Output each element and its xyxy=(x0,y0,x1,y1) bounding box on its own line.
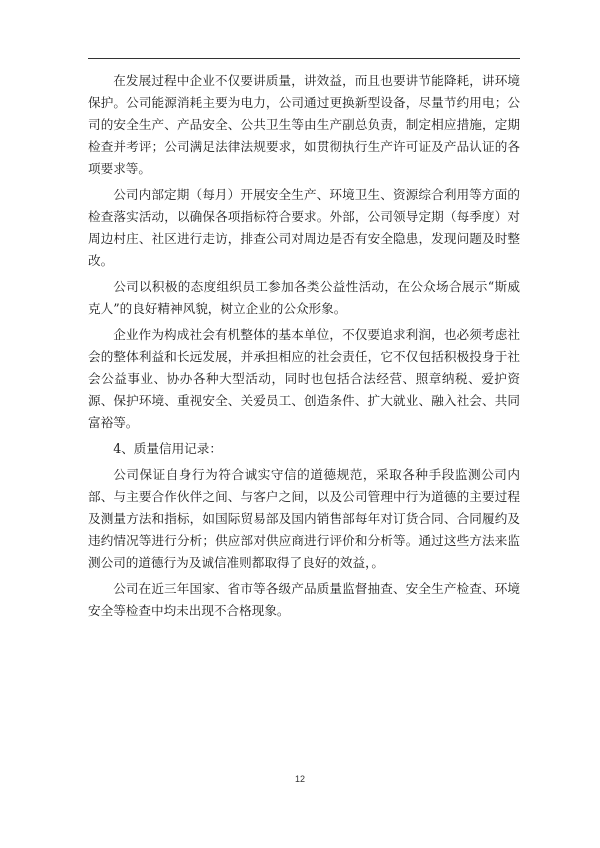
page-number: 12 xyxy=(294,774,305,784)
paragraph-inspection-results: 公司在近三年国家、省市等各级产品质量监督抽查、安全生产检查、环境安全等检查中均未出现不合格现象。 xyxy=(88,581,520,618)
section-heading-quality-credit: 4、质量信用记录： xyxy=(113,441,222,456)
paragraph-social-responsibility: 企业作为构成社会有机整体的基本单位，不仅要追求利润，也必须考虑社会的整体利益和长远发展，并承担相应的社会责任，它不仅包括积极投身于社会公益事业、协办各种大型活动，同时也包括合法经营、照章纳税、爱护资源、保护环境、重视安全、关爱员工、创造条件、扩大就业、融入社会、共同富裕等。 xyxy=(88,327,520,430)
paragraph-energy-environment: 在发展过程中企业不仅要讲质量，讲效益，而且也要讲节能降耗，讲环境保护。公司能源消耗主要为电力，公司通过更换新型设备，尽量节约用电；公司的安全生产、产品安全、公共卫生等由生产副总负责，制定相应措施，定期检查并考评；公司满足法律法规要求，如贯彻执行生产许可证及产品认证的各项要求等。 xyxy=(88,73,520,176)
page-body xyxy=(88,70,520,626)
header-rule xyxy=(88,58,520,59)
paragraph-integrity: 公司保证自身行为符合诚实守信的道德规范，采取各种手段监测公司内部、与主要合作伙伴之间、与客户之间，以及公司管理中行为道德的主要过程及测量方法和指标，如国际贸易部及国内销售部每年对订货合同、合同履约及违约情况等进行分析；供应部对供应商进行评价和分析等。通过这些方法来监测公司的道德行为及诚信准则都取得了良好的效益，。 xyxy=(88,467,520,570)
paragraph-public-welfare: 公司以积极的态度组织员工参加各类公益性活动，在公众场合展示“斯威克人”的良好精神风貌，树立企业的公众形象。 xyxy=(88,279,520,316)
paragraph-inspection: 公司内部定期（每月）开展安全生产、环境卫生、资源综合利用等方面的检查落实活动，以确保各项指标符合要求。外部，公司领导定期（每季度）对周边村庄、社区进行走访，排查公司对周边是否有安全隐患，发现问题及时整改。 xyxy=(88,187,520,268)
